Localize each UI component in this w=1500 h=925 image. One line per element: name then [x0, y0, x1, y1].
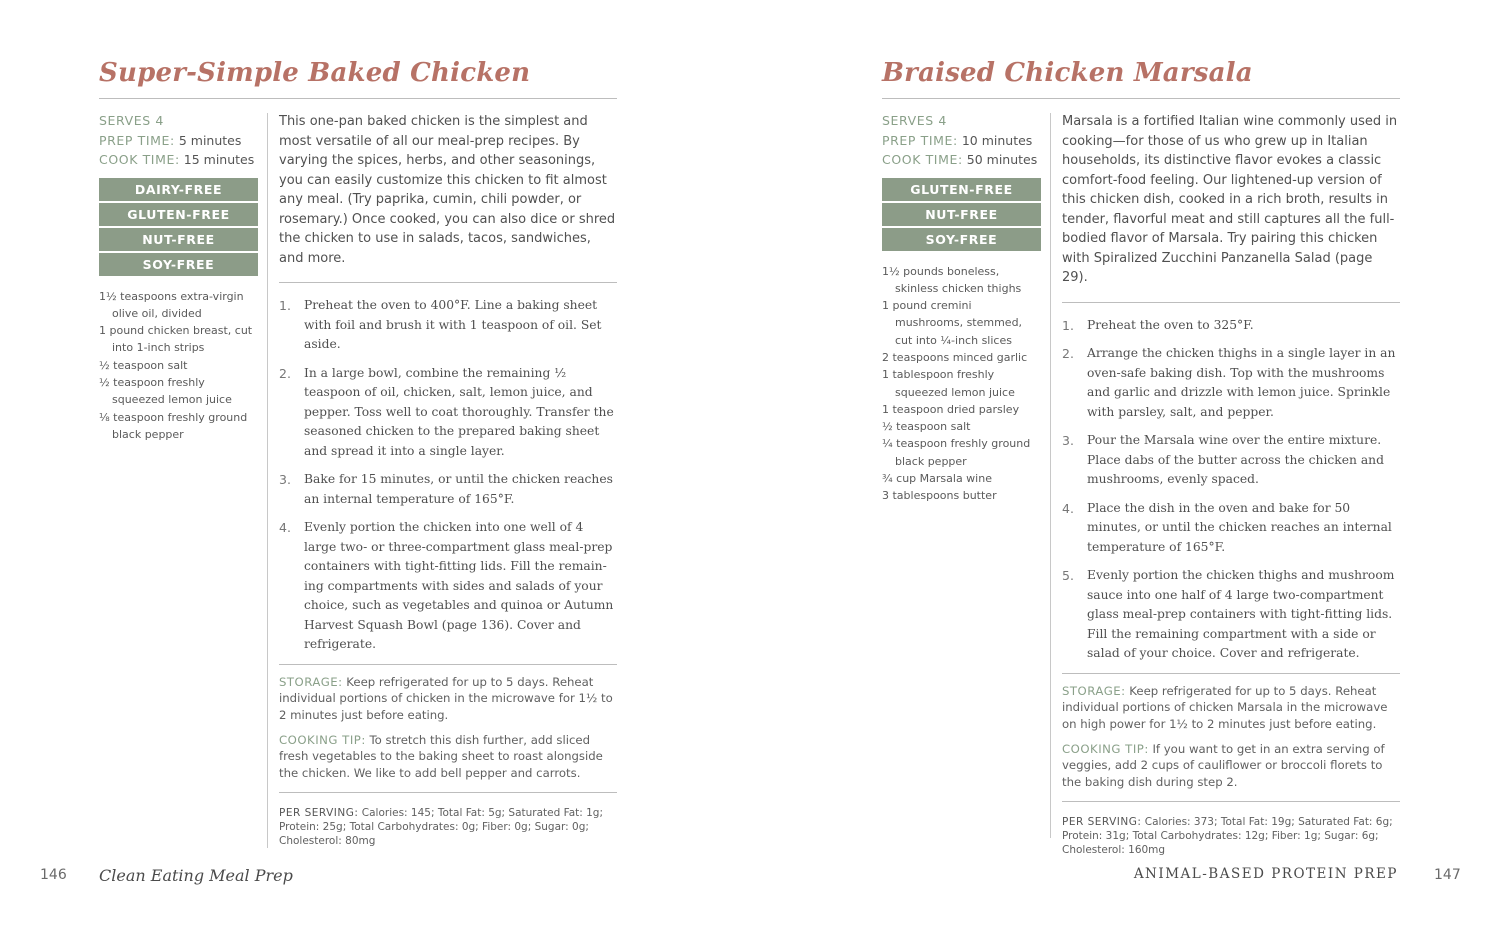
ingredient-item: 1½ pounds boneless, skinless chicken thighs: [882, 264, 1022, 295]
section-divider: [279, 664, 617, 665]
ingredient-item: 1 tablespoon freshly squeezed lemon juice: [882, 368, 1015, 399]
step-item: 3. Bake for 15 minutes, or until the chicken reaches an internal temperature of 165°F.: [279, 472, 613, 506]
serves: SERVES 4: [882, 113, 947, 128]
ingredient-item: 1 teaspoon dried parsley: [882, 402, 1020, 416]
step-item: 3. Pour the Marsala wine over the entire mixture. Place dabs of the butter across the chicken and mushrooms, evenly spaced.: [1062, 433, 1384, 486]
title-divider: [99, 98, 617, 99]
column-divider: [267, 113, 268, 848]
recipe-main: [279, 112, 617, 848]
step-item: 2. Arrange the chicken thighs in a single layer in an oven-safe baking dish. Top with the mushrooms and garlic and drizzle with lemon juice. Sprinkle with parsley, salt, and pepper.: [1062, 346, 1396, 419]
recipe-sidebar: [99, 111, 259, 443]
ingredient-item: ⅛ teaspoon freshly ground black pepper: [99, 410, 248, 441]
ingredient-item: ¾ cup Marsala wine: [882, 472, 992, 486]
section-divider: [1062, 302, 1400, 303]
ingredient-item: ½ teaspoon salt: [882, 420, 971, 434]
step-item: 4. Place the dish in the oven and bake for 50 minutes, or until the chicken reaches an internal temperature of 165°F.: [1062, 500, 1392, 554]
running-head-right: ANIMAL-BASED PROTEIN PREP: [1133, 866, 1398, 882]
recipe-sidebar: [882, 111, 1042, 505]
column-divider: [1050, 113, 1051, 838]
serves: SERVES 4: [99, 113, 164, 128]
step-item: 1. Preheat the oven to 400°F. Line a baking sheet with foil and brush it with 1 teaspoon of oil. Set aside.: [279, 298, 602, 351]
title-divider: [882, 98, 1400, 99]
diet-tags: [99, 178, 259, 276]
cooking-tip: COOKING TIP: To stretch this dish further, add sliced fresh vegetables to the baking sheet to roast alongside the chicken. We like to add bell pepper and carrots.: [279, 732, 603, 781]
section-divider: [1062, 673, 1400, 674]
diet-tag: SOY-FREE: [882, 228, 1041, 251]
ingredient-item: 1 pound cremini mushrooms, stemmed, cut into ¼-inch slices: [882, 299, 1023, 347]
ingredient-list: [99, 288, 259, 444]
step-item: 5. Evenly portion the chicken thighs and mushroom sauce into one half of 4 large two-compartment glass meal-prep containers with tight-fitting lids. Fill the remaining compartment with a side or salad of your choice. Cover and refrigerate.: [1062, 568, 1395, 660]
page-number-left: 146: [40, 867, 67, 883]
section-divider: [279, 792, 617, 793]
ingredient-item: 1½ teaspoons extra-virgin olive oil, divided: [99, 289, 244, 320]
step-list: [1062, 316, 1400, 664]
cooking-tip: COOKING TIP: If you want to get in an extra serving of veggies, add 2 cups of cauliflower or broccoli florets to the baking dish during step 2.: [1062, 741, 1385, 790]
recipe-title: Braised Chicken Marsala: [882, 58, 1253, 88]
step-item: 1. Preheat the oven to 325°F.: [1062, 317, 1254, 333]
ingredient-item: ¼ teaspoon freshly ground black pepper: [882, 437, 1031, 468]
storage-note: STORAGE: Keep refrigerated for up to 5 days. Reheat individual portions of chicken in the microwave for 1½ to 2 minutes just before eating.: [279, 674, 613, 722]
ingredient-item: 3 tablespoons butter: [882, 489, 997, 503]
cook-time: COOK TIME: 50 minutes: [882, 152, 1038, 167]
section-divider: [1062, 801, 1400, 802]
recipe-intro: This one-pan baked chicken is the simplest and most versatile of all our meal-prep recipes. By varying the spices, herbs, and other seasonings, you can easily customize this chicken to fit almost any meal. (Try paprika, cumin, chili powder, or rosemary.) Once cooked, you can also dice or shred the chicken to use in salads, tacos, sandwiches, and more.: [279, 114, 616, 266]
ingredient-item: ½ teaspoon salt: [99, 358, 188, 372]
ingredient-list: [882, 263, 1042, 505]
ingredient-item: 1 pound chicken breast, cut into 1-inch strips: [99, 324, 253, 355]
section-divider: [279, 282, 617, 283]
diet-tag: GLUTEN-FREE: [882, 178, 1041, 201]
step-item: 4. Evenly portion the chicken into one well of 4 large two- or three-compartment glass meal-prep containers with tight-fitting lids. Fill the remaining compartments with sides and salads of your choice, such as vegetables and quinoa or Autumn Harvest Squash Bowl (page 136). Cover and refrigerate.: [279, 520, 614, 651]
recipe-intro: Marsala is a fortified Italian wine commonly used in cooking—for those of us who grew up in Italian households, its distinctive flavor evokes a classic comfort-food feeling. Our lightened-up version of this chicken dish, cooked in a rich broth, results in tender, flavorful meat and still captures all the full-bodied flavor of Marsala. Try pairing this chicken with Spiralized Zucchini Panzanella Salad (page 29).: [1062, 114, 1398, 285]
step-list: [279, 296, 617, 655]
diet-tag: GLUTEN-FREE: [99, 203, 258, 226]
prep-time: PREP TIME: 10 minutes: [882, 132, 1033, 148]
cook-time: COOK TIME: 15 minutes: [99, 152, 255, 167]
diet-tag: DAIRY-FREE: [99, 178, 258, 201]
diet-tag: NUT-FREE: [99, 228, 258, 251]
prep-time: PREP TIME: 5 minutes: [99, 132, 242, 148]
diet-tag: SOY-FREE: [99, 253, 258, 276]
nutrition-info: PER SERVING: Calories: 373; Total Fat: 19g; Saturated Fat: 6g; Protein: 31g; Total Carbohydrates: 12g; Fiber: 1g; Sugar: 6g; Cholesterol: 160mg: [1062, 815, 1393, 857]
step-item: 2. In a large bowl, combine the remaining ½ teaspoon of oil, chicken, salt, lemon juice, and pepper. Toss well to coat thoroughly. Transfer the seasoned chicken to the prepared baking sheet and spread it into a single layer.: [279, 365, 614, 458]
ingredient-item: 2 teaspoons minced garlic: [882, 350, 1028, 364]
ingredient-item: ½ teaspoon freshly squeezed lemon juice: [99, 375, 232, 407]
diet-tag: NUT-FREE: [882, 203, 1041, 226]
recipe-main: [1062, 112, 1400, 857]
page-number-right: 147: [1434, 867, 1461, 883]
storage-note: STORAGE: Keep refrigerated for up to 5 days. Reheat individual portions of chicken Marsala in the microwave on high power for 1½ to 2 minutes just before eating.: [1062, 683, 1388, 731]
diet-tags: [882, 178, 1042, 251]
running-head-left: Clean Eating Meal Prep: [99, 866, 293, 885]
recipe-title: Super-Simple Baked Chicken: [99, 58, 531, 88]
nutrition-info: PER SERVING: Calories: 145; Total Fat: 5g; Saturated Fat: 1g; Protein: 25g; Total Carbohydrates: 0g; Fiber: 0g; Sugar: 0g; Cholesterol: 80mg: [279, 806, 604, 848]
